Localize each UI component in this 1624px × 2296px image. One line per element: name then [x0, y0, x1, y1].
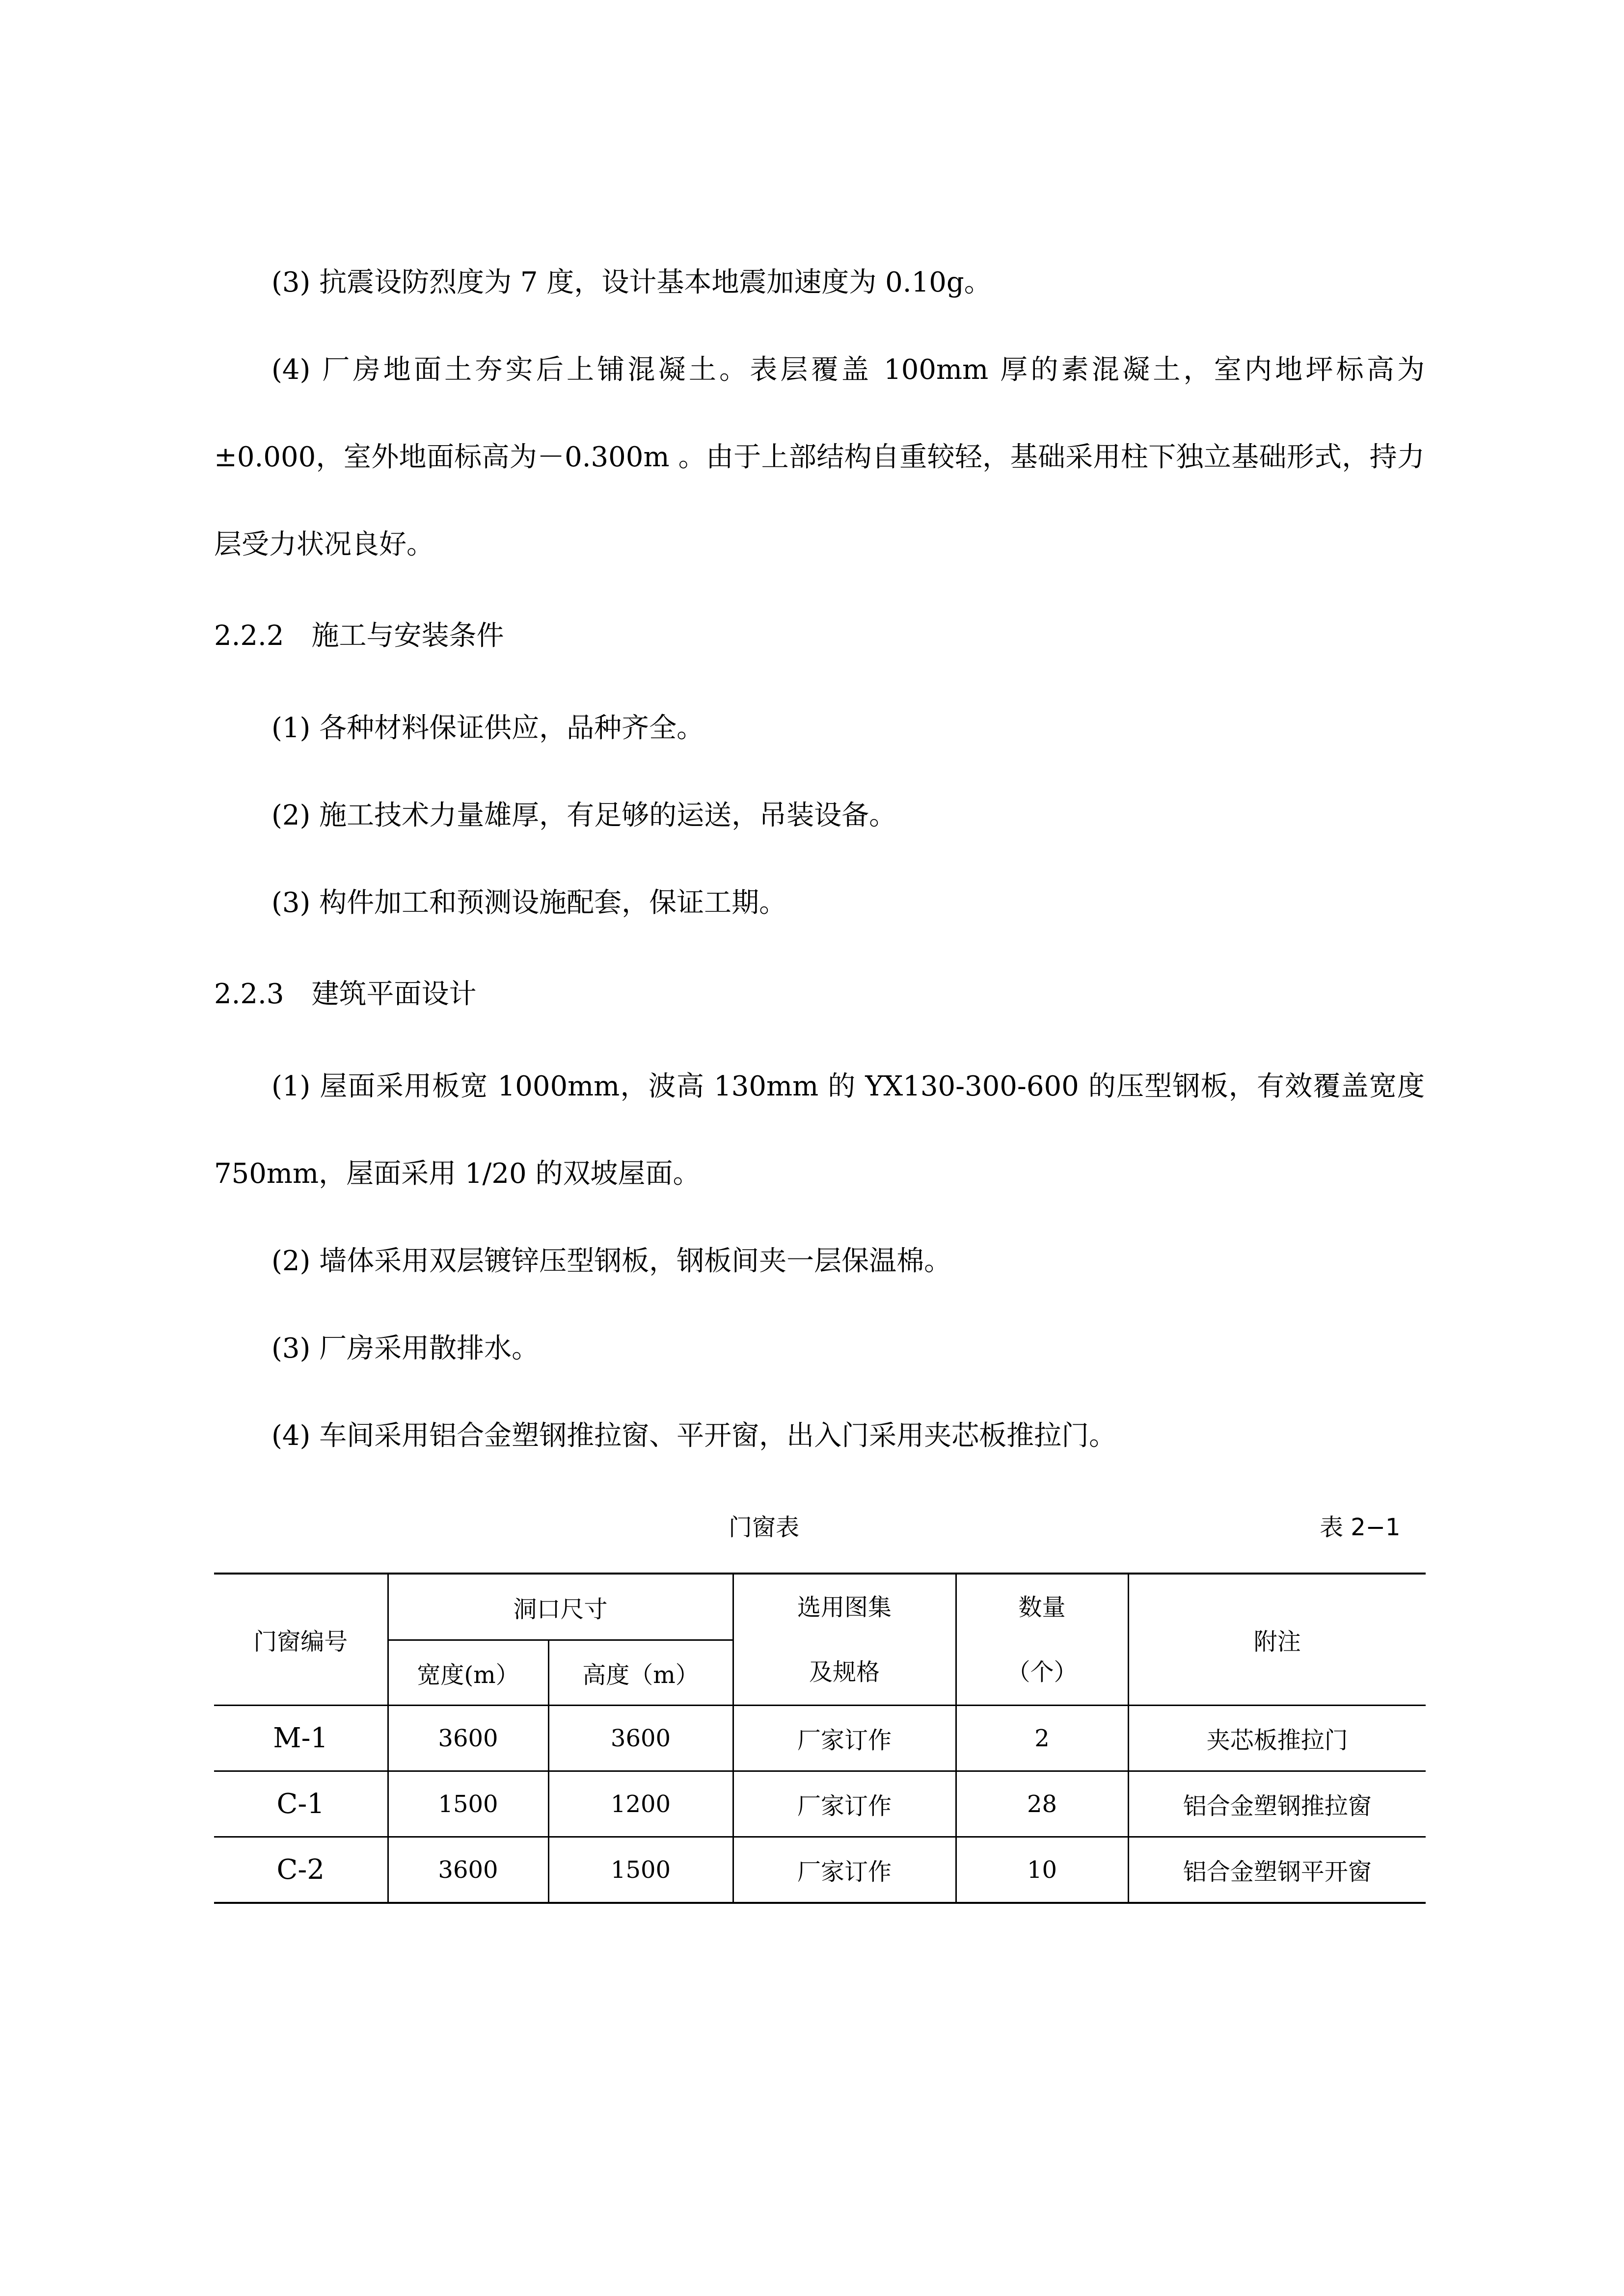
header-width: 宽度(m）	[388, 1640, 548, 1706]
paragraph-ground-line2: ±0.000，室外地面标高为－0.300m 。由于上部结构自重较轻，基础采用柱下独立基础形式，持力	[214, 441, 1425, 473]
cell-note: 铝合金塑钢平开窗	[1128, 1837, 1426, 1903]
cell-quantity: 2	[956, 1706, 1128, 1771]
cell-width: 3600	[388, 1837, 548, 1903]
door-window-table	[214, 1573, 1426, 1904]
table-row	[214, 1706, 1426, 1771]
header-note: 附注	[1128, 1574, 1426, 1706]
list-item: (3) 构件加工和预测设施配套，保证工期。	[271, 887, 787, 919]
cell-width: 3600	[388, 1706, 548, 1771]
cell-code: M-1	[214, 1706, 388, 1771]
cell-note: 夹芯板推拉门	[1128, 1706, 1426, 1771]
cell-height: 3600	[548, 1706, 733, 1771]
cell-quantity: 10	[956, 1837, 1128, 1903]
cell-width: 1500	[388, 1771, 548, 1837]
header-code: 门窗编号	[214, 1574, 388, 1706]
table-row	[214, 1837, 1426, 1903]
list-item: (2) 施工技术力量雄厚，有足够的运送，吊装设备。	[271, 800, 897, 831]
cell-atlas: 厂家订作	[733, 1837, 956, 1903]
list-item: (3) 厂房采用散排水。	[271, 1333, 540, 1364]
header-atlas	[733, 1574, 956, 1706]
section-heading-223: 2.2.3 建筑平面设计	[214, 978, 477, 1010]
cell-code: C-2	[214, 1837, 388, 1903]
list-item: (2) 墙体采用双层镀锌压型钢板，钢板间夹一层保温棉。	[271, 1245, 952, 1277]
header-quantity-line1: 数量	[1018, 1593, 1066, 1621]
list-item: (1) 屋面采用板宽 1000mm，波高 130mm 的 YX130-300-600 的压型钢板，有效覆盖宽度	[271, 1070, 1425, 1102]
header-quantity	[956, 1574, 1128, 1706]
paragraph-ground-line3: 层受力状况良好。	[214, 529, 434, 561]
cell-note: 铝合金塑钢推拉窗	[1128, 1771, 1426, 1837]
list-item: (1) 各种材料保证供应，品种齐全。	[271, 712, 704, 744]
header-quantity-line2: （个）	[1006, 1658, 1078, 1686]
header-opening: 洞口尺寸	[388, 1574, 733, 1640]
paragraph-seismic: (3) 抗震设防烈度为 7 度，设计基本地震加速度为 0.10g。	[271, 267, 992, 298]
cell-code: C-1	[214, 1771, 388, 1837]
table-row	[214, 1771, 1426, 1837]
header-height: 高度（m）	[548, 1640, 733, 1706]
cell-height: 1500	[548, 1837, 733, 1903]
cell-atlas: 厂家订作	[733, 1771, 956, 1837]
header-atlas-line2: 及规格	[809, 1658, 880, 1686]
list-item-continuation: 750mm，屋面采用 1/20 的双坡屋面。	[214, 1158, 701, 1190]
cell-height: 1200	[548, 1771, 733, 1837]
table-title: 门窗表	[729, 1514, 800, 1541]
list-item: (4) 车间采用铝合金塑钢推拉窗、平开窗，出入门采用夹芯板推拉门。	[271, 1420, 1117, 1452]
cell-atlas: 厂家订作	[733, 1706, 956, 1771]
paragraph-ground-line1: (4) 厂房地面土夯实后上铺混凝土。表层覆盖 100mm 厚的素混凝土，室内地坪标高为	[271, 354, 1425, 386]
header-atlas-line1: 选用图集	[797, 1593, 892, 1621]
cell-quantity: 28	[956, 1771, 1128, 1837]
table-number: 表 2−1	[1320, 1514, 1401, 1541]
section-heading-222: 2.2.2 施工与安装条件	[214, 620, 504, 652]
